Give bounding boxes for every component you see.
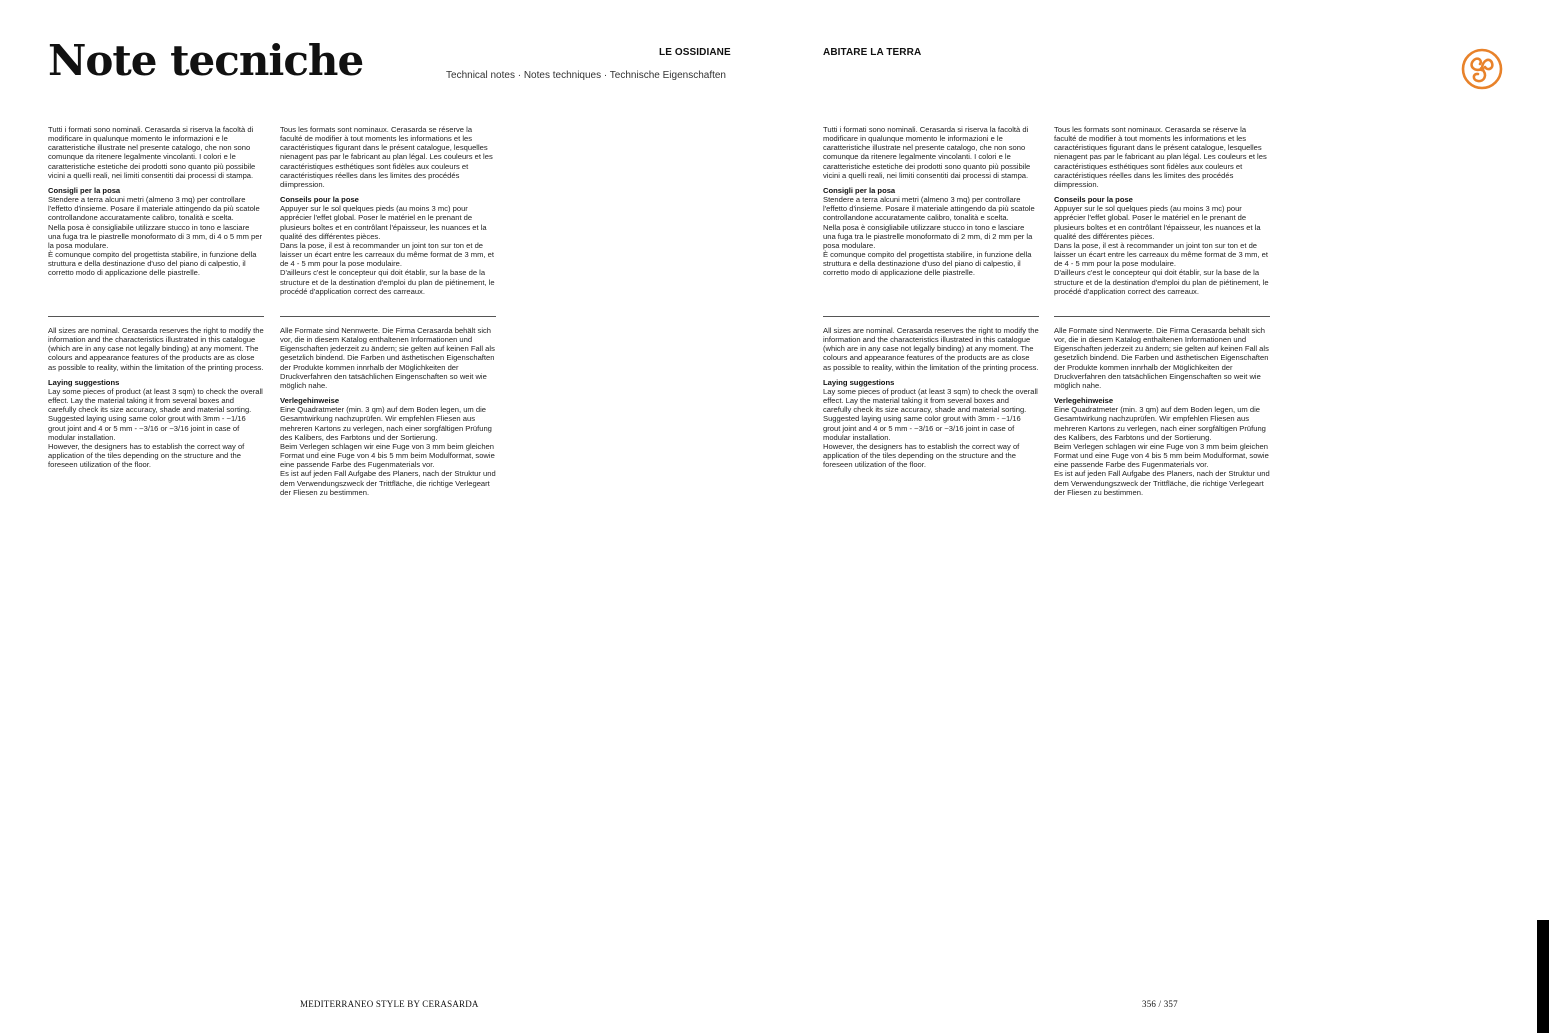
- left-en-p2: Suggested laying using same color grout with 3mm - ~1/16 grout joint and 4 or 5 mm - ~3/16 or ~3/16 joint in case of modular installation.: [48, 414, 246, 442]
- left-de-p3: Es ist auf jeden Fall Aufgabe des Planers, nach der Struktur und dem Verwendungszweck der Trittfläche, die richtige Verlegeart der Fliesen zu bestimmen.: [280, 469, 496, 497]
- left-it-p1: Stendere a terra alcuni metri (almeno 3 mq) per controllare l'effetto d'insieme. Posare il materiale attingendo da più scatole controllandone accuratamente calibro, tonalità e scelta.: [48, 195, 260, 223]
- right-en-column: [823, 326, 1039, 469]
- right-it-p1: Stendere a terra alcuni metri (almeno 3 mq) per controllare l'effetto d'insieme. Posare il materiale attingendo da più scatole controllandone accuratamente calibro, tonalità e scelta.: [823, 195, 1035, 223]
- right-en-heading: Laying suggestions: [823, 377, 895, 387]
- page-title: Note tecniche: [48, 36, 364, 85]
- right-fr-column: [1054, 125, 1270, 296]
- right-fr-p3: D'ailleurs c'est le concepteur qui doit établir, sur la base de la structure et de la destination d'emploi du plan de piétinement, le procédé d'application correct des carreaux.: [1054, 268, 1269, 296]
- page-subtitle: Technical notes · Notes techniques · Technische Eigenschaften: [446, 70, 726, 81]
- left-it-intro: Tutti i formati sono nominali. Cerasarda si riserva la facoltà di modificare in qualunque momento le informazioni e le caratteristiche illustrate nel presente catalogo, che non sono comunque da ritenere legalmente vincolanti. I colori e le caratteristiche estetiche dei prodotti sono quanto più possibile vicini a quelli reali, nei limiti consentiti dai processi di stampa.: [48, 125, 256, 180]
- page-number: 356 / 357: [1142, 999, 1178, 1009]
- left-it-column: [48, 125, 264, 278]
- right-en-intro: All sizes are nominal. Cerasarda reserves the right to modify the information and the characteristics illustrated in this catalogue (which are in any case not legally binding) at any moment. The colours and appearance features of the products are as close as possible to reality, within the limitation of the printing process.: [823, 326, 1039, 372]
- right-it-p2: Nella posa è consigliabile utilizzare stucco in tono e lasciare una fuga tra le piastrelle monoformato di 2 mm, di 2 mm per la posa modulare.: [823, 222, 1033, 250]
- left-fr-column: [280, 125, 496, 296]
- left-it-heading: Consigli per la posa: [48, 185, 121, 195]
- right-en-p1: Lay some pieces of product (at least 3 sqm) to check the overall effect. Lay the material taking it from several boxes and carefully check its size accuracy, shade and material sorting.: [823, 386, 1038, 415]
- left-fr-p1: Appuyer sur le sol quelques pieds (au moins 3 mc) pour apprécier l'effet global. Poser le matériel en le prenant de plusieurs boîtes et en contrôlant l'épaisseur, les nuances et la qualité des différentes pièces.: [280, 204, 487, 241]
- right-de-p2: Beim Verlegen schlagen wir eine Fuge von 3 mm beim gleichen Format und eine Fuge von 4 bis 5 mm beim Modulformat, sowie eine passende Farbe des Fugenmaterials vor.: [1054, 441, 1269, 470]
- footer-brand: MEDITERRANEO STYLE BY CERASARDA: [300, 999, 479, 1009]
- left-de-heading: Verlegehinweise: [280, 396, 340, 406]
- right-it-intro: Tutti i formati sono nominali. Cerasarda si riserva la facoltà di modificare in qualunque momento le informazioni e le caratteristiche illustrate nel presente catalogo, che non sono comunque da ritenere legalmente vincolanti. I colori e le caratteristiche estetiche dei prodotti sono quanto più possibile vicini a quelli reali, nei limiti consentiti dai processi di stampa.: [823, 125, 1031, 180]
- right-fr-p1: Appuyer sur le sol quelques pieds (au moins 3 mc) pour apprécier l'effet global. Poser le matériel en le prenant de plusieurs boîtes et en contrôlant l'épaisseur, les nuances et la qualité des différentes pièces.: [1054, 204, 1261, 241]
- triskelion-logo-icon: [1461, 48, 1503, 90]
- left-fr-p3: D'ailleurs c'est le concepteur qui doit établir, sur la base de la structure et de la destination d'emploi du plan de piétinement, le procédé d'application correct des carreaux.: [280, 268, 495, 296]
- right-de-column: [1054, 326, 1270, 497]
- left-fr-divider: [280, 316, 496, 317]
- left-en-intro: All sizes are nominal. Cerasarda reserves the right to modify the information and the characteristics illustrated in this catalogue (which are in any case not legally binding) at any moment. The colours and appearance features of the products are as close as possible to reality, within the limitation of the printing process.: [48, 326, 264, 372]
- right-en-p2: Suggested laying using same color grout with 3mm - ~1/16 grout joint and 4 or 5 mm - ~3/16 or ~3/16 joint in case of modular installation.: [823, 414, 1021, 442]
- right-fr-intro: Tous les formats sont nominaux. Cerasarda se réserve la faculté de modifier à tout moments les informations et les caractéristiques figurant dans le présent catalogue, lesquelles nienagent pas par le fabricant au plan légal. Les couleurs et les caractéristiques esthétiques sont fidèles aux couleurs et caractéristiques réelles dans les limites des procédés diimpression.: [1054, 125, 1267, 189]
- left-de-intro: Alle Formate sind Nennwerte. Die Firma Cerasarda behält sich vor, die in diesem Katalog enthaltenen Informationen und Eigenschaften jederzeit zu ändern; sie gelten auf keinen Fall als gesetzlich bindend. Die Farben und ästhetischen Eigenschaften der Produkte kommen innrhalb der Möglichkeiten der Druckverfahren den tatsächlichen Eingenschaften so weit wie möglich nahe.: [280, 326, 495, 390]
- right-de-p1: Eine Quadratmeter (min. 3 qm) auf dem Boden legen, um die Gesamtwirkung nachzuprüfen. Wir empfehlen Fliesen aus mehreren Kartons zu verlegen, nach einer sorgfältigen Prüfung des Kalibers, des Farbtons und der Sortierung.: [1054, 405, 1266, 442]
- right-it-divider: [823, 316, 1039, 317]
- left-fr-p2: Dans la pose, il est à recommander un joint ton sur ton et de laisser un écart entre les carreaux du même format de 3 mm, et de 4 - 5 mm pour la pose modulaire.: [280, 240, 494, 269]
- right-it-p3: È comunque compito del progettista stabilire, in funzione della struttura e della destinazione d'uso del piano di calpestio, il corretto modo di applicazione delle piastrelle.: [823, 250, 1032, 278]
- left-de-p1: Eine Quadratmeter (min. 3 qm) auf dem Boden legen, um die Gesamtwirkung nachzuprüfen. Wir empfehlen Fliesen aus mehreren Kartons zu verlegen, nach einer sorgfältigen Prüfung des Kalibers, des Farbtons und der Sortierung.: [280, 405, 492, 442]
- right-fr-heading: Conseils pour la pose: [1054, 195, 1133, 205]
- collection-name-left: LE OSSIDIANE: [659, 47, 731, 58]
- left-it-p2: Nella posa è consigliabile utilizzare stucco in tono e lasciare una fuga tra le piastrelle monoformato di 3 mm, di 4 o 5 mm per la posa modulare.: [48, 222, 262, 250]
- left-de-p2: Beim Verlegen schlagen wir eine Fuge von 3 mm beim gleichen Format und eine Fuge von 4 bis 5 mm beim Modulformat, sowie eine passende Farbe des Fugenmaterials vor.: [280, 441, 495, 470]
- left-en-p1: Lay some pieces of product (at least 3 sqm) to check the overall effect. Lay the material taking it from several boxes and carefully check its size accuracy, shade and material sorting.: [48, 386, 263, 415]
- left-en-p3: However, the designers has to establish the correct way of application of the tiles depending on the structure and the foreseen utilization of the floor.: [48, 441, 245, 470]
- right-it-column: [823, 125, 1039, 278]
- right-fr-divider: [1054, 316, 1270, 317]
- left-de-column: [280, 326, 496, 497]
- right-fr-p2: Dans la pose, il est à recommander un joint ton sur ton et de laisser un écart entre les carreaux du même format de 3 mm, et de 4 - 5 mm pour la pose modulaire.: [1054, 240, 1268, 269]
- left-en-column: [48, 326, 264, 469]
- right-de-intro: Alle Formate sind Nennwerte. Die Firma Cerasarda behält sich vor, die in diesem Katalog enthaltenen Informationen und Eigenschaften jederzeit zu ändern; sie gelten auf keinen Fall als gesetzlich bindend. Die Farben und ästhetischen Eigenschaften der Produkte kommen innrhalb der Möglichkeiten der Druckverfahren den tatsächlichen Eingenschaften so weit wie möglich nahe.: [1054, 326, 1269, 390]
- right-en-p3: However, the designers has to establish the correct way of application of the tiles depending on the structure and the foreseen utilization of the floor.: [823, 441, 1020, 470]
- right-it-heading: Consigli per la posa: [823, 185, 896, 195]
- collection-name-right: ABITARE LA TERRA: [823, 47, 922, 58]
- left-fr-heading: Conseils pour la pose: [280, 195, 359, 205]
- left-en-heading: Laying suggestions: [48, 377, 120, 387]
- left-it-p3: È comunque compito del progettista stabilire, in funzione della struttura e della destinazione d'uso del piano di calpestio, il corretto modo di applicazione delle piastrelle.: [48, 250, 257, 278]
- page-edge-tab: [1537, 920, 1549, 1033]
- right-de-p3: Es ist auf jeden Fall Aufgabe des Planers, nach der Struktur und dem Verwendungszweck der Trittfläche, die richtige Verlegeart der Fliesen zu bestimmen.: [1054, 469, 1270, 497]
- left-fr-intro: Tous les formats sont nominaux. Cerasarda se réserve la faculté de modifier à tout moments les informations et les caractéristiques figurant dans le présent catalogue, lesquelles nienagent pas par le fabricant au plan légal. Les couleurs et les caractéristiques esthétiques sont fidèles aux couleurs et caractéristiques réelles dans les limites des procédés diimpression.: [280, 125, 493, 189]
- right-de-heading: Verlegehinweise: [1054, 396, 1114, 406]
- left-it-divider: [48, 316, 264, 317]
